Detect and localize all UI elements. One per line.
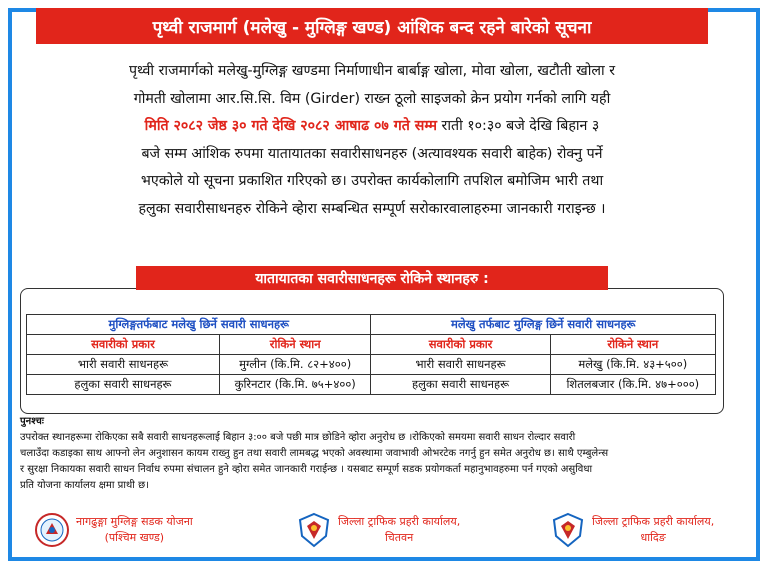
table-group-header-row: [27, 315, 716, 335]
postscript: [20, 414, 740, 494]
signatory-traffic-dhading: [550, 512, 714, 548]
stop-location-cell: कुरिनटार (कि.मि. ७५+४००): [219, 375, 371, 395]
column-header-vehicle-type: सवारीको प्रकार: [371, 335, 550, 355]
table-row: [27, 355, 716, 375]
signatories: [20, 512, 736, 552]
office-district: चितवन: [384, 531, 414, 544]
vehicle-type-cell: हलुका सवारी साधनहरू: [27, 375, 220, 395]
stop-location-cell: शितलबजार (कि.मि. ४७+०००): [550, 375, 715, 395]
office-division: (पश्चिम खण्ड): [104, 531, 165, 544]
body-line: [16, 113, 728, 141]
office-name: नागढुङ्गा मुग्लिङ्ग सडक योजना: [76, 515, 193, 528]
stopping-locations-table: [26, 314, 716, 395]
body-line: बजे सम्म आंशिक रुपमा यातायातका सवारीसाधनहरु (अत्यावश्यक सवारी बाहेक) रोक्नु पर्ने: [141, 145, 603, 162]
time-range-text: राती १०:३० बजे देखि बिहान ३: [437, 118, 600, 135]
signatory-traffic-chitwan: [296, 512, 460, 548]
vehicle-type-cell: भारी सवारी साधनहरू: [371, 355, 550, 375]
table-column-header-row: [27, 335, 716, 355]
signatory-text: [76, 514, 193, 546]
signatory-text: [338, 514, 460, 546]
signatory-text: [592, 514, 714, 546]
date-range-highlight: मिति २०८२ जेष्ठ ३० गते देखि २०८२ आषाढ ०७ गते सम्म: [144, 118, 438, 135]
office-name: जिल्ला ट्राफिक प्रहरी कार्यालय,: [338, 515, 461, 528]
body-line: भएकोले यो सूचना प्रकाशित गरिएको छ। उपरोक्त कार्यकोलागि तपशिल बमोजिम भारी तथा: [140, 173, 604, 190]
notice-title: पृथ्वी राजमार्ग (मलेखु - मुग्लिङ्ग खण्ड) आंशिक बन्द रहने बारेको सूचना: [36, 8, 708, 44]
body-line: गोमती खोलामा आर.सि.सि. विम (Girder) राख्न ठूलो साइजको क्रेन प्रयोग गर्नको लागि यही: [133, 90, 611, 107]
section-title: यातायातका सवारीसाधनहरू रोकिने स्थानहरु :: [136, 266, 608, 290]
stop-location-cell: मलेखु (कि.मि. ४३+५००): [550, 355, 715, 375]
vehicle-type-cell: भारी सवारी साधनहरू: [27, 355, 220, 375]
stop-location-cell: मुग्लीन (कि.मि. ८२+४००): [219, 355, 371, 375]
body-line: पृथ्वी राजमार्गको मलेखु-मुग्लिङ्ग खण्डमा निर्माणाधीन बार्बाङ्ग खोला, मोवा खोला, खटौती खोला र: [129, 63, 615, 79]
office-district: धादिङ: [640, 531, 666, 544]
office-name: जिल्ला ट्राफिक प्रहरी कार्यालय,: [592, 515, 715, 528]
nepal-police-emblem-icon: [296, 512, 332, 548]
postscript-line: र सुरक्षा निकायका सवारी साधन निर्वाध रुपमा संचालन हुने व्होरा समेत जानकारी गराईन्छ । यसबाट सम्पूर्ण सडक प्रयोगकर्ता महानुभावहरुमा पर्न गएको असुविधा: [20, 464, 593, 475]
postscript-line: उपरोक्त स्थानहरूमा रोकिएका सबै सवारी साधनहरूलाई बिहान ३:०० बजे पछी मात्र छोडिने व्होरा अनुरोध छ ।रोकिएको समयमा सवारी साधन रोल्दार सवारी: [20, 432, 576, 443]
column-header-stop-location: रोकिने स्थान: [550, 335, 715, 355]
group-header-muglin-to-malekhu: मुग्लिङ्गतर्फबाट मलेखु छिर्ने सवारी साधनहरू: [27, 315, 371, 335]
signatory-road-project: [34, 512, 193, 548]
group-header-malekhu-to-muglin: मलेखु तर्फबाट मुग्लिङ्ग छिर्ने सवारी साधनहरू: [371, 315, 716, 335]
postscript-title: पुनश्चः: [20, 416, 44, 427]
nepal-government-emblem-icon: [34, 512, 70, 548]
notice-body: [16, 58, 728, 224]
column-header-stop-location: रोकिने स्थान: [219, 335, 371, 355]
nepal-police-emblem-icon: [550, 512, 586, 548]
vehicle-type-cell: हलुका सवारी साधनहरू: [371, 375, 550, 395]
table-row: [27, 375, 716, 395]
column-header-vehicle-type: सवारीको प्रकार: [27, 335, 220, 355]
postscript-line: चलाउँदा कडाइका साथ आफ्नो लेन अनुशासन कायम राख्नु हुन तथा सवारी लामबद्ध भएको अवस्थामा जवाभावी ओभरटेक नगर्नु हुन समेत अनुरोध छ। साथै एम्बुलेन्स: [20, 448, 609, 459]
postscript-line: प्रति योजना कार्यालय क्षमा प्राथी छ।: [20, 480, 149, 491]
body-line: हलुका सवारीसाधनहरु रोकिने व्हेारा सम्बन्धित सम्पूर्ण सरोकारवालाहरुमा जानकारी गराइन्छ ।: [138, 200, 606, 217]
